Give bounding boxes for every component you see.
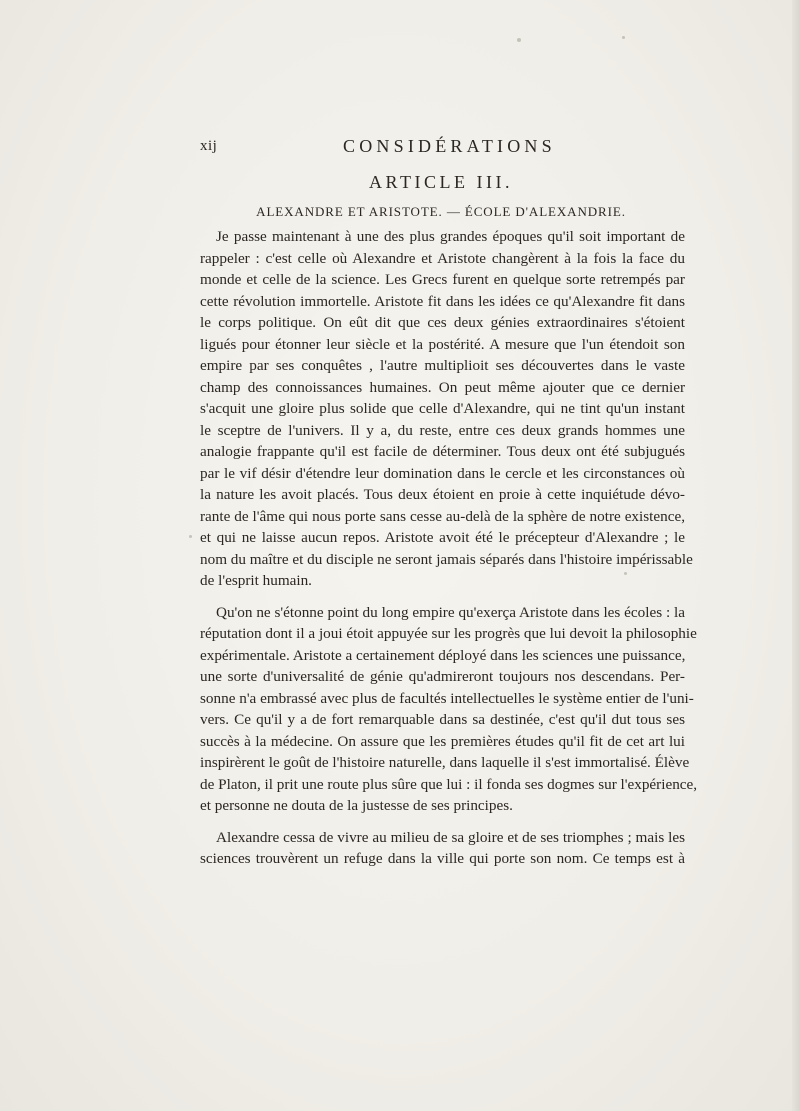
text-line: le sceptre de l'univers. Il y a, du reste, entre ces deux grands hommes une [200,421,685,439]
paragraph [200,226,693,592]
running-title: CONSIDÉRATIONS [343,136,556,156]
paragraph [200,602,698,817]
paper-speck [622,36,625,39]
text-line: Alexandre cessa de vivre au milieu de sa gloire et de ses triomphes ; mais les [216,828,685,846]
text-line: la nature les avoit placés. Tous deux étoient en proie à cette inquiétude dévo- [200,486,685,503]
text-line: de l'esprit humain. [200,572,312,589]
text-line: cette révolution immortelle. Aristote fit dans les idées ce qu'Alexandre fit dans [200,292,685,310]
body-text [200,226,698,880]
text-line: vers. Ce qu'il y a de fort remarquable dans sa destinée, c'est qu'il dut tous ses [200,711,685,728]
text-line: sciences trouvèrent un refuge dans la ville qui porte son nom. Ce temps est à [200,850,685,867]
text-line: Je passe maintenant à une des plus grandes époques qu'il soit important de [216,228,685,245]
running-head [200,136,685,160]
paragraph [200,827,685,870]
text-line: champ des connoissances humaines. On peut même ajouter que ce dernier [200,378,685,396]
page-edge [792,0,800,1111]
text-line: succès à la médecine. On assure que les premières études qu'il fit de cet art lui [200,732,685,750]
text-line: ligués pour étonner leur siècle et la postérité. A mesure que l'un étendoit son [200,335,685,353]
text-line: analogie frappante qu'il est facile de déterminer. Tous deux ont été subjugués [200,443,685,460]
text-line: sonne n'a embrassé avec plus de facultés intellectuelles le système entier de l'uni- [200,689,694,707]
text-line: réputation dont il a joui étoit appuyée sur les progrès que lui devoit la philosophie [200,625,697,642]
text-line: le corps politique. On eût dit que ces deux génies extraordinaires s'étoient [200,314,685,331]
text-line: inspirèrent le goût de l'histoire naturelle, dans laquelle il s'est immortalisé. Élève [200,754,690,771]
text-line: expérimentale. Aristote a certainement déployé dans les sciences une puissance, [200,646,686,664]
text-line: s'acquit une gloire plus solide que celle d'Alexandre, qui ne tint qu'un instant [200,400,685,417]
text-line: de Platon, il prit une route plus sûre que lui : il fonda ses dogmes sur l'expérience, [200,775,698,793]
text-line: par le vif désir d'étendre leur domination dans le cercle et les circonstances où [200,464,685,482]
page-number: xij [200,138,218,154]
paper-speck [189,535,192,538]
text-line: et personne ne douta de la justesse de ses principes. [200,797,513,814]
text-line: monde et celle de la science. Les Grecs furent en quelque sorte retrempés par [200,271,685,288]
paper-speck [517,38,521,42]
text-line: Qu'on ne s'étonne point du long empire qu'exerça Aristote dans les écoles : la [216,603,685,621]
text-line: rante de l'âme qui nous porte sans cesse au-delà de la sphère de notre existence, [200,507,685,525]
article-title: ARTICLE III. [369,172,513,192]
text-line: rappeler : c'est celle où Alexandre et Aristote changèrent à la fois la face du [200,249,685,267]
text-line: empire par ses conquêtes , l'autre multiplioit ses découvertes dans le vaste [200,357,685,374]
text-line: et qui ne laisse aucun repos. Aristote avoit été le précepteur d'Alexandre ; le [200,529,685,546]
text-line: nom du maître et du disciple ne seront jamais séparés dans l'histoire impérissable [200,550,693,568]
article-subtitle: ALEXANDRE ET ARISTOTE. — ÉCOLE D'ALEXANDRIE. [256,204,626,219]
text-line: une sorte d'universalité de génie qu'admireront toujours nos descendans. Per- [200,668,685,685]
